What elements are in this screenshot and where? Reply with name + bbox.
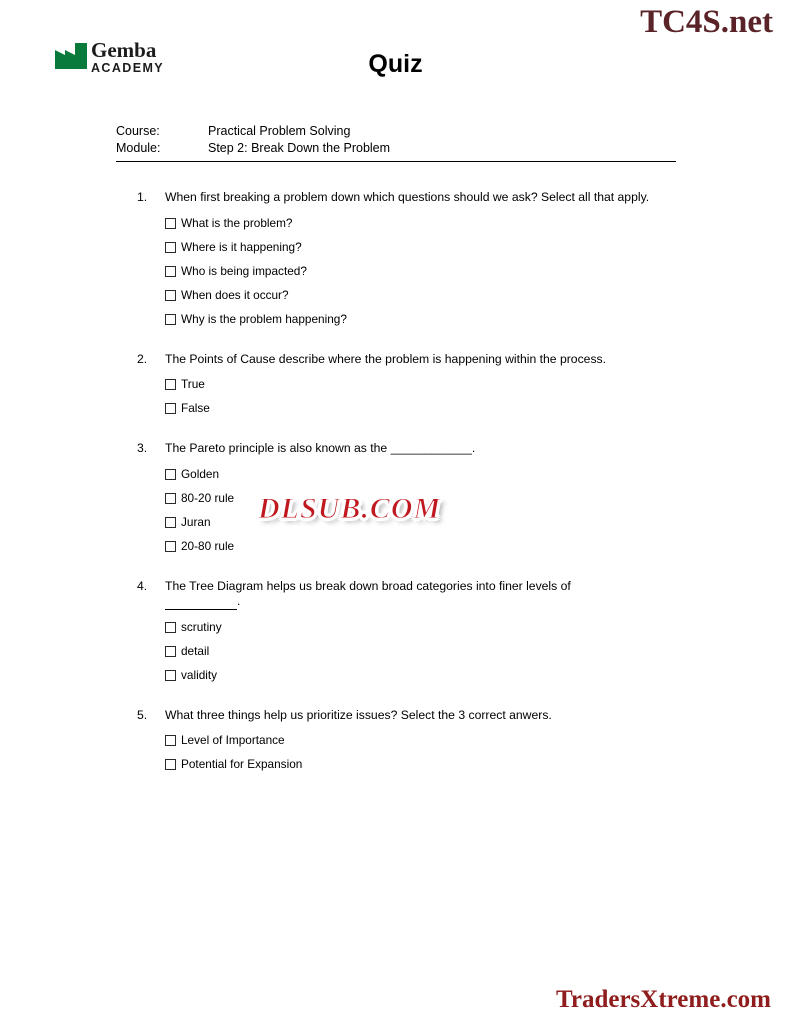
- option-row[interactable]: [165, 312, 791, 326]
- question-5-number: 5.: [137, 707, 148, 722]
- checkbox-icon[interactable]: [165, 735, 176, 746]
- option-row[interactable]: [165, 757, 791, 771]
- header-divider: [116, 161, 676, 162]
- question-4-text: The Tree Diagram helps us break down broad categories into finer levels of: [165, 578, 571, 593]
- question-1: [0, 190, 791, 326]
- question-4-text-end: .: [237, 594, 241, 608]
- checkbox-icon[interactable]: [165, 646, 176, 657]
- course-label: Course:: [116, 124, 160, 138]
- module-value: Step 2: Break Down the Problem: [208, 141, 391, 155]
- option-label: Why is the problem happening?: [181, 311, 347, 326]
- option-row[interactable]: [165, 733, 791, 747]
- checkbox-icon[interactable]: [165, 379, 176, 390]
- question-2-options: [0, 377, 791, 415]
- checkbox-icon[interactable]: [165, 314, 176, 325]
- option-label: 20-80 rule: [181, 538, 235, 553]
- option-row[interactable]: [165, 264, 791, 278]
- checkbox-icon[interactable]: [165, 493, 176, 504]
- option-row[interactable]: [165, 467, 791, 481]
- checkbox-icon[interactable]: [165, 242, 176, 253]
- question-3-head: [0, 441, 791, 457]
- option-label: scrutiny: [181, 619, 222, 634]
- module-label: Module:: [116, 141, 161, 155]
- checkbox-icon[interactable]: [165, 469, 176, 480]
- option-label: detail: [181, 643, 210, 658]
- question-2-number: 2.: [137, 351, 148, 366]
- question-2-head: [0, 352, 791, 368]
- question-1-head: [0, 190, 791, 206]
- logo-secondary-text: ACADEMY: [91, 61, 164, 75]
- option-label: Who is being impacted?: [181, 263, 307, 278]
- course-meta: [116, 123, 676, 157]
- question-1-text: When first breaking a problem down which questions should we ask? Select all that apply.: [165, 190, 650, 204]
- checkbox-icon[interactable]: [165, 622, 176, 633]
- option-label: Juran: [181, 514, 211, 529]
- checkbox-icon[interactable]: [165, 517, 176, 528]
- checkbox-icon[interactable]: [165, 759, 176, 770]
- option-row[interactable]: [165, 377, 791, 391]
- question-1-number: 1.: [137, 190, 148, 204]
- question-4: [0, 579, 791, 682]
- watermark-center: DLSUB.COM: [258, 492, 442, 525]
- question-1-options: [0, 216, 791, 326]
- option-row[interactable]: [165, 240, 791, 254]
- option-label: Where is it happening?: [181, 239, 302, 254]
- option-row[interactable]: [165, 620, 791, 634]
- checkbox-icon[interactable]: [165, 403, 176, 414]
- option-row[interactable]: [165, 216, 791, 230]
- option-label: True: [181, 377, 205, 391]
- checkbox-icon[interactable]: [165, 266, 176, 277]
- option-label: validity: [181, 667, 218, 682]
- fill-in-blank: [165, 598, 237, 610]
- checkbox-icon[interactable]: [165, 670, 176, 681]
- option-label: When does it occur?: [181, 287, 289, 302]
- option-row[interactable]: [165, 644, 791, 658]
- option-label: Potential for Expansion: [181, 757, 303, 771]
- question-2: [0, 352, 791, 416]
- watermark-top-right: TC4S.net: [640, 4, 773, 40]
- course-value: Practical Problem Solving: [208, 124, 351, 138]
- course-row: [116, 123, 676, 140]
- question-4-number: 4.: [137, 578, 148, 593]
- option-row[interactable]: [165, 288, 791, 302]
- logo-primary-text: Gemba: [91, 38, 157, 62]
- option-row[interactable]: [165, 401, 791, 415]
- question-5-head: [0, 708, 791, 724]
- question-4-head: [0, 579, 791, 610]
- option-label: 80-20 rule: [181, 490, 235, 505]
- watermark-bottom-right: TradersXtreme.com: [556, 986, 771, 1013]
- question-2-text: The Points of Cause describe where the problem is happening within the process.: [165, 351, 607, 366]
- checkbox-icon[interactable]: [165, 290, 176, 301]
- option-label: False: [181, 401, 210, 415]
- question-5: [0, 708, 791, 772]
- question-4-options: [0, 620, 791, 682]
- option-label: What is the problem?: [181, 215, 293, 230]
- option-label: Level of Importance: [181, 733, 285, 747]
- option-row[interactable]: [165, 668, 791, 682]
- option-label: Golden: [181, 466, 220, 481]
- question-3-number: 3.: [137, 441, 148, 455]
- option-row[interactable]: [165, 539, 791, 553]
- question-3-text: The Pareto principle is also known as the ____________.: [165, 441, 476, 455]
- checkbox-icon[interactable]: [165, 541, 176, 552]
- checkbox-icon[interactable]: [165, 218, 176, 229]
- question-5-text: What three things help us prioritize issues? Select the 3 correct anwers.: [165, 707, 552, 722]
- question-5-options: [0, 733, 791, 771]
- module-row: [116, 140, 676, 157]
- page-title: Quiz: [368, 50, 423, 78]
